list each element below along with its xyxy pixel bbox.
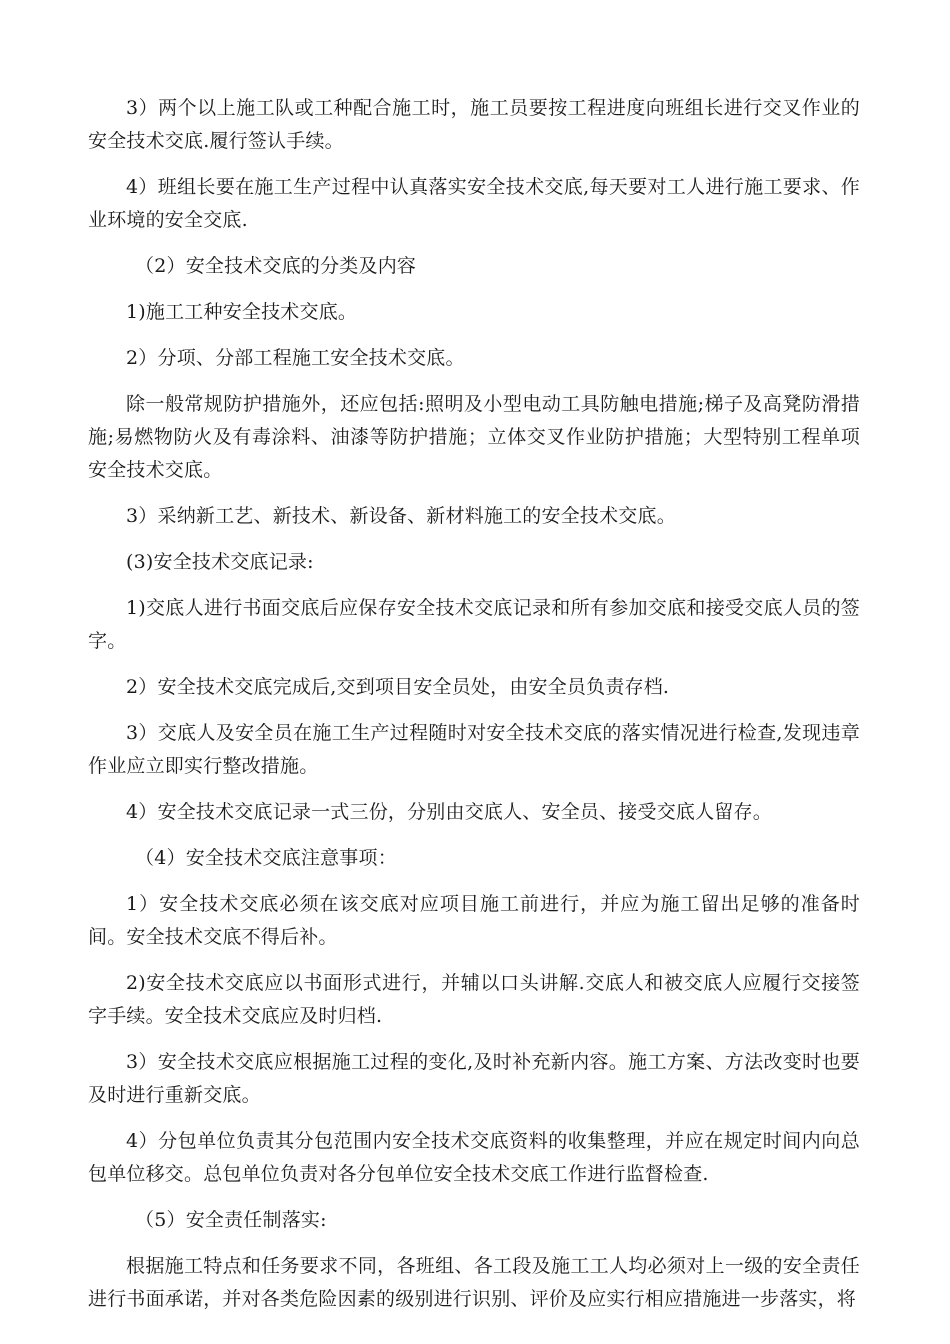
paragraph: 除一般常规防护措施外，还应包括:照明及小型电动工具防触电措施;梯子及高凳防滑措施;易燃物防火及有毒涂料、油漆等防护措施；立体交叉作业防护措施；大型特别工程单项安全技术交底。	[88, 393, 860, 481]
paragraph: 2）安全技术交底完成后,交到项目安全员处，由安全员负责存档.	[126, 676, 670, 698]
paragraph: 4）分包单位负责其分包范围内安全技术交底资料的收集整理，并应在规定时间内向总包单位移交。总包单位负责对各分包单位安全技术交底工作进行监督检查.	[88, 1130, 860, 1185]
paragraph: 3）采纳新工艺、新技术、新设备、新材料施工的安全技术交底。	[126, 505, 676, 527]
paragraph: 3）安全技术交底应根据施工过程的变化,及时补充新内容。施工方案、方法改变时也要及时进行重新交底。	[88, 1051, 860, 1106]
section-heading: （2）安全技术交底的分类及内容	[135, 255, 417, 277]
document-body	[88, 92, 860, 1329]
paragraph: 根据施工特点和任务要求不同，各班组、各工段及施工工人均必须对上一级的安全责任进行书面承诺，并对各类危险因素的级别进行识别、评价及应实行相应措施进一步落实，将	[88, 1255, 860, 1310]
paragraph: 2）分项、分部工程施工安全技术交底。	[126, 347, 465, 369]
paragraph: 4）班组长要在施工生产过程中认真落实安全技术交底,每天要对工人进行施工要求、作业环境的安全交底.	[88, 176, 860, 231]
paragraph: 3）交底人及安全员在施工生产过程随时对安全技术交底的落实情况进行检查,发现违章作业应立即实行整改措施。	[88, 722, 860, 777]
section-heading: （4）安全技术交底注意事项：	[135, 847, 397, 869]
paragraph: 1)施工工种安全技术交底。	[126, 301, 358, 323]
section-heading: (3)安全技术交底记录:	[126, 551, 314, 573]
paragraph: 2)安全技术交底应以书面形式进行，并辅以口头讲解.交底人和被交底人应履行交接签字手续。安全技术交底应及时归档.	[88, 972, 860, 1027]
paragraph: 1）安全技术交底必须在该交底对应项目施工前进行，并应为施工留出足够的准备时间。安全技术交底不得后补。	[88, 893, 860, 948]
paragraph: 4）安全技术交底记录一式三份，分别由交底人、安全员、接受交底人留存。	[126, 801, 772, 823]
section-heading: （5）安全责任制落实:	[135, 1209, 327, 1231]
paragraph: 1)交底人进行书面交底后应保存安全技术交底记录和所有参加交底和接受交底人员的签字。	[88, 597, 860, 652]
paragraph: 3）两个以上施工队或工种配合施工时，施工员要按工程进度向班组长进行交叉作业的安全技术交底.履行签认手续。	[88, 97, 860, 152]
